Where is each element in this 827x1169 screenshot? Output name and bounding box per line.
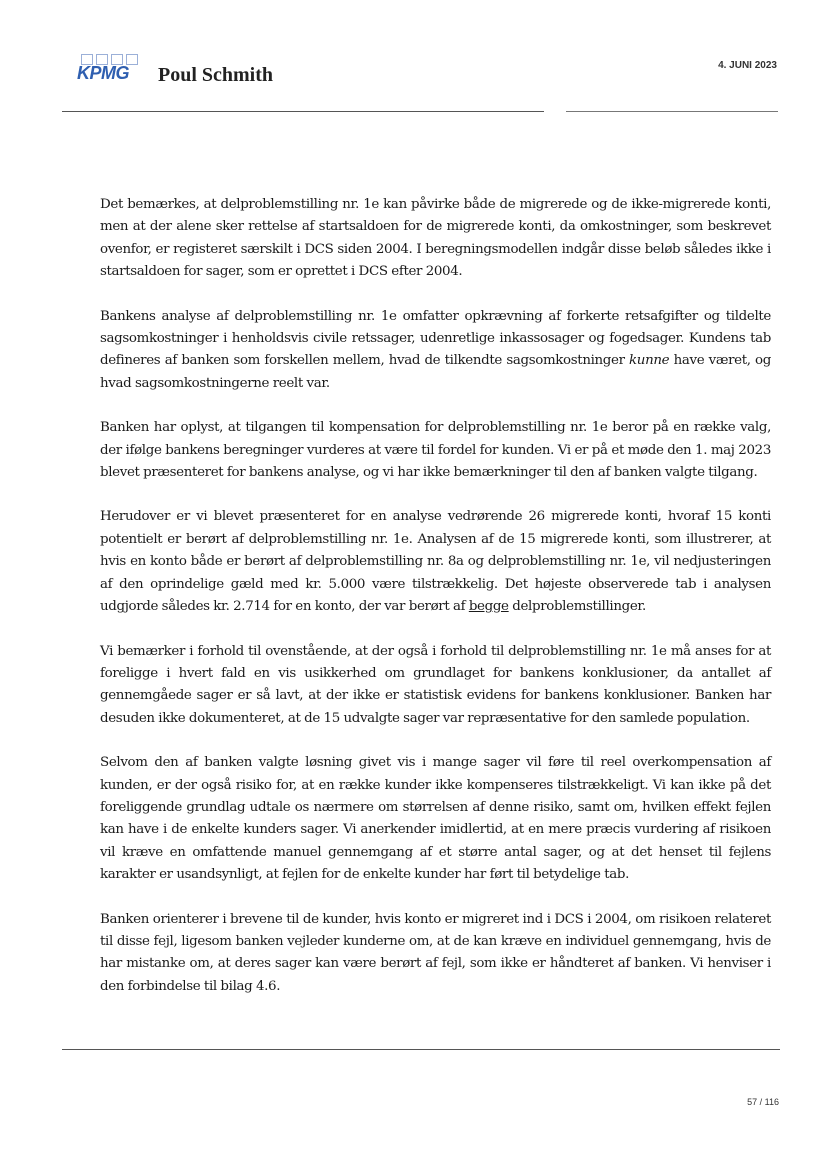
header-rule-left bbox=[62, 111, 544, 112]
paragraph-4: Herudover er vi blevet præsenteret for en analyse vedrørende 26 migrerede konti, hvoraf 15 konti potentielt er berørt af delproblemstilling nr. 1e. Analysen af de 15 migrerede konti, som illustrerer, at hvis en konto både er berørt af delproblemstilling nr. 8a og delproblemstilling nr. 1e, vil nedjusteringen af den oprindelige gæld med kr. 5.000 være tilstrækkelig. Det højeste observerede tab i analysen udgjorde således kr. 2.714 for en konto, der var berørt af begge delproblemstillinger. bbox=[100, 509, 771, 615]
header-rule-right bbox=[566, 111, 778, 112]
paragraph-6: Selvom den af banken valgte løsning givet vis i mange sager vil føre til reel overkompensation af kunden, er der også risiko for, at en række kunder ikke kompenseres tilstrækkeligt. Vi kan ikke på det foreliggende grundlag udtale os nærmere om størrelsen af denne risiko, samt om, hvilken effekt fejlen kan have i de enkelte kunders sager. Vi anerkender imidlertid, at en mere præcis vurdering af risikoen vil kræve en omfattende manuel gennemgang af et større antal sager, og at det henset til fejlens karakter er usandsynligt, at fejlen for de enkelte kunder har ført til betydelige tab. bbox=[100, 755, 771, 883]
header-date: 4. JUNI 2023 bbox=[718, 60, 777, 71]
footer-rule bbox=[62, 1049, 780, 1050]
paragraph-7: Banken orienterer i brevene til de kunder, hvis konto er migreret ind i DCS i 2004, om risikoen relateret til disse fejl, ligesom banken vejleder kunderne om, at de kan kræve en individuel gennemgang, hvis de har mistanke om, at deres sager kan være berørt af fejl, som ikke er håndteret af banken. Vi henviser i den forbindelse til bilag 4.6. bbox=[100, 911, 771, 994]
page-number: 57 / 116 bbox=[747, 1097, 779, 1107]
underline-begge: begge bbox=[468, 599, 509, 615]
page-header bbox=[0, 0, 827, 120]
paragraph-1: Det bemærkes, at delproblemstilling nr. 1e kan påvirke både de migrerede og de ikke-migrerede konti, men at der alene sker rettelse af startsaldoen for de migrerede konti, da omkostninger, som beskrevet ovenfor, er registeret særskilt i DCS siden 2004. I beregningsmodellen indgår disse beløb således ikke i startsaldoen for sager, som er oprettet i DCS efter 2004. bbox=[100, 197, 771, 280]
document-body bbox=[100, 194, 771, 1020]
logo-text: KPMG bbox=[77, 63, 129, 83]
firm-name: Poul Schmith bbox=[158, 64, 274, 86]
emphasis-kunne: kunne bbox=[629, 353, 670, 369]
paragraph-5: Vi bemærker i forhold til ovenstående, at der også i forhold til delproblemstilling nr. 1e må anses for at foreligge i hvert fald en vis usikkerhed om grundlaget for bankens konklusioner, da antallet af gennemgåede sager er så lavt, at der ikke er statistisk evidens for bankens konklusioner. Banken har desuden ikke dokumenteret, at de 15 udvalgte sager var repræsentative for den samlede population. bbox=[100, 643, 771, 726]
kpmg-logo bbox=[77, 54, 139, 86]
paragraph-2: Bankens analyse af delproblemstilling nr. 1e omfatter opkrævning af forkerte retsafgifter og tildelte sagsomkostninger i henholdsvis civile retssager, udenretlige inkassosager og fogedsager. Kundens tab defineres af banken som forskellen mellem, hvad de tilkendte sagsomkostninger kunne have været, og hvad sagsomkostningerne reelt var. bbox=[100, 308, 771, 391]
paragraph-3: Banken har oplyst, at tilgangen til kompensation for delproblemstilling nr. 1e beror på en række valg, der ifølge bankens beregninger vurderes at være til fordel for kunden. Vi er på et møde den 1. maj 2023 blevet præsenteret for bankens analyse, og vi har ikke bemærkninger til den af banken valgte tilgang. bbox=[100, 420, 771, 481]
